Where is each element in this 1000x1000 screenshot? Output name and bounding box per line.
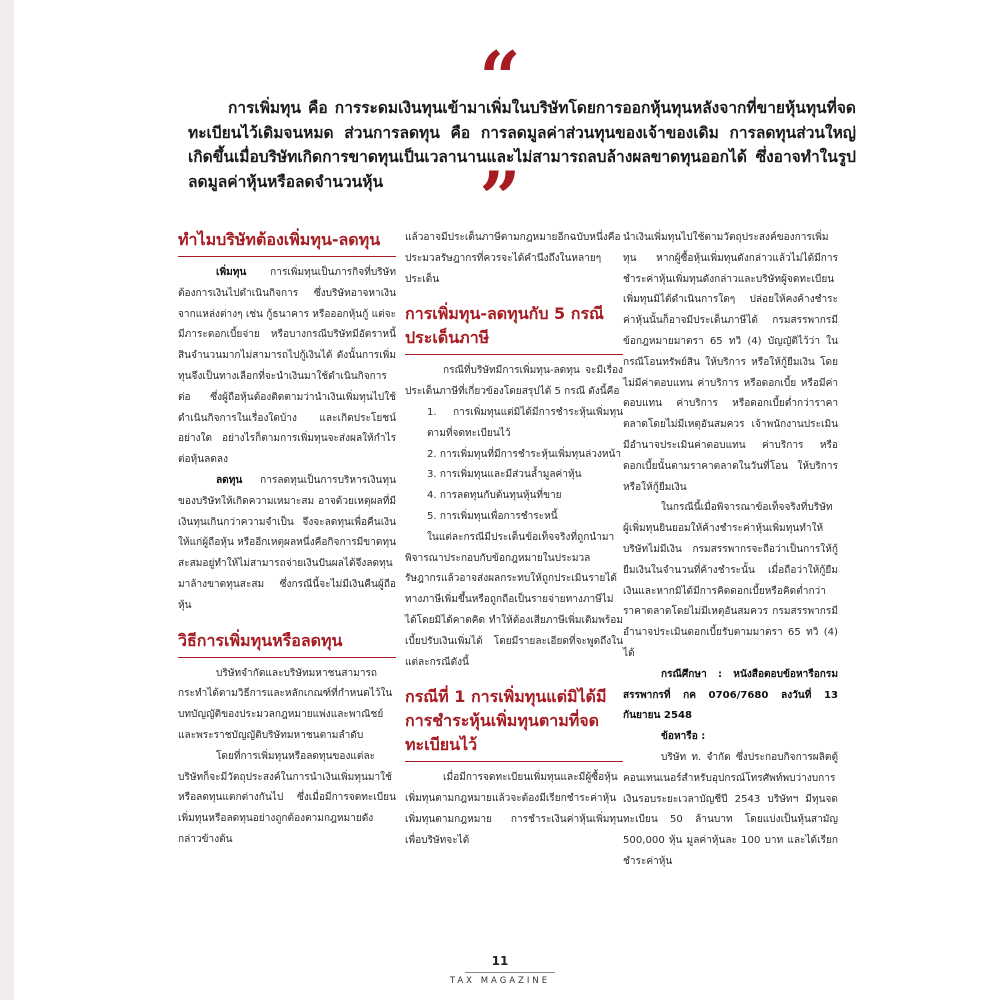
term-decrease-capital: ลดทุน — [216, 474, 243, 486]
footer-divider — [465, 972, 555, 973]
section-heading-five-cases: การเพิ่มทุน-ลดทุนกับ 5 กรณีประเด็นภาษี — [405, 302, 623, 355]
column-3 — [623, 228, 838, 873]
list-item: 1. การเพิ่มทุนแต่มิได้มีการชำระหุ้นเพิ่มทุนตามที่จดทะเบียนไว้ — [427, 406, 623, 439]
paragraph-methods: บริษัทจำกัดและบริษัทมหาชนสามารถกระทำได้ตามวิธีการและหลักเกณฑ์ที่กำหนดไว้ในบทบัญญัติของประมวลกฎหมายแพ่งและพาณิชย์และพระราชบัญญัติบริษัทมหาชนตามลำดับ — [178, 667, 393, 741]
term-increase-capital: เพิ่มทุน — [216, 267, 247, 278]
open-quote-mark: “ — [479, 35, 521, 120]
page-number: 11 — [491, 954, 509, 968]
paragraph-case-1: เมื่อมีการจดทะเบียนเพิ่มทุนและมีผู้ซื้อหุ้นเพิ่มทุนตามกฎหมายแล้วจะต้องมีเรียกชำระค่าหุ้นเพิ่มทุนตามกฎหมาย การชำระเงินค่าหุ้นเพิ่มทุนเพื่อบริษัทจะได้ — [405, 772, 623, 846]
paragraph-continued: แล้วอาจมีประเด็นภาษีตามกฎหมายอีกฉบับหนึ่งคือประมวลรัษฎากรที่ควรจะได้คำนึงถึงในหลายๆ ประเด็น — [405, 232, 621, 285]
list-item: 5. การเพิ่มทุนเพื่อการชำระหนี้ — [427, 510, 558, 522]
pull-quote-text: การเพิ่มทุน คือ การระดมเงินทุนเข้ามาเพิ่มในบริษัทโดยการออกหุ้นทุนหลังจากที่ขายหุ้นทุนที่จดทะเบียนไว้เดิมจนหมด ส่วนการลดทุน คือ การลดมูลค่าส่วนทุนของเจ้าของเดิม การลดทุนส่วนใหญ่เกิดขึ้นเมื่อบริษัทเกิดการขาดทุนเป็นเวลานานและไม่สามารถลบล้างผลขาดทุนออกได้ ซึ่งอาจทำในรูปลดมูลค่าหุ้นหรือลดจำนวนหุ้น — [188, 99, 856, 191]
section-heading-methods: วิธีการเพิ่มทุนหรือลดทุน — [178, 629, 396, 658]
section-heading-why: ทำไมบริษัทต้องเพิ่มทุน-ลดทุน — [178, 228, 396, 257]
column-2 — [405, 228, 623, 852]
close-quote-mark: ” — [479, 155, 521, 240]
paragraph-text: การลดทุนเป็นการบริหารเงินทุนของบริษัทให้เกิดความเหมาะสม อาจด้วยเหตุผลที่มีเงินทุนเกินกว่าความจำเป็น จึงจะลดทุนเพื่อคืนเงินให้แก่ผู้ถือหุ้น หรืออีกเหตุผลหนึ่งคือกิจการมีขาดทุนสะสมอยู่ทำให้ไม่สามารถจ่ายเงินปันผลได้จึงลดทุนมาล้างขาดทุนสะสม ซึ่งกรณีนี้จะไม่มีเงินคืนผู้ถือหุ้น — [178, 474, 396, 611]
paragraph-text: การเพิ่มทุนเป็นภารกิจที่บริษัทต้องการเงินไปดำเนินกิจการ ซึ่งบริษัทอาจหาเงินจากแหล่งต่างๆ เช่น กู้ธนาคาร หรือออกหุ้นกู้ แต่จะมีภาระดอกเบี้ยจ่าย หรือบางกรณีบริษัทมีอัตราหนี้สินจำนวนมากไม่สามารถไปกู้เงินได้ ดังนั้นการเพิ่มทุนจึงเป็นทางเลือกที่จะนำเงินมาใช้ดำเนินกิจการต่อ ซึ่งผู้ถือหุ้นต้องติดตามว่านำเงินเพิ่มทุนไปใช้ดำเนินกิจการในเรื่องใดบ้าง และเกิดประโยชน์อย่างใด อย่างไรก็ตามการเพิ่มทุนจะส่งผลให้กำไรต่อหุ้นลดลง — [178, 267, 396, 466]
paragraph-five-cases-intro: กรณีที่บริษัทมีการเพิ่มทุน-ลดทุน จะมีเรื่องประเด็นภาษีที่เกี่ยวข้องโดยสรุปได้ 5 กรณี ดังนี้คือ — [405, 365, 623, 398]
magazine-name: TAX MAGAZINE — [449, 976, 551, 986]
paragraph-increase-capital — [178, 263, 396, 471]
list-item: 2. การเพิ่มทุนที่มีการชำระหุ้นเพิ่มทุนล่วงหน้า — [427, 448, 622, 460]
column-1 — [178, 228, 396, 851]
case-study-heading: กรณีศึกษา : หนังสือตอบข้อหารือกรมสรรพากรที่ กค 0706/7680 ลงวันที่ 13 กันยายน 2548 — [623, 668, 838, 722]
list-item: 4. การลดทุนกับต้นทุนหุ้นที่ขาย — [427, 490, 562, 502]
list-item: 3. การเพิ่มทุนและมีส่วนล้ำมูลค่าหุ้น — [427, 469, 582, 481]
paragraph-tax-impact: ในแต่ละกรณีมีประเด็นข้อเท็จจริงที่ถูกนำมาพิจารณาประกอบกับข้อกฎหมายในประมวลรัษฎากรแล้วอาจส่งผลกระทบให้ถูกประเมินรายได้ทางภาษีเพิ่มขึ้นหรือถูกถือเป็นรายจ่ายทางภาษีไม่ได้โดยมิได้คาดคิด ทำให้ต้องเสียภาษีเพิ่มเติมพร้อมเบี้ยปรับเงินเพิ่มได้ โดยมีรายละเอียดที่จะพูดถึงในแต่ละกรณีดังนี้ — [405, 531, 623, 668]
paragraph-purpose: โดยที่การเพิ่มทุนหรือลดทุนของแต่ละบริษัทก็จะมีวัตถุประสงค์ในการนำเงินเพิ่มทุนมาใช้หรือลดทุนแตกต่างกันไป ซึ่งเมื่อมีการจดทะเบียนเพิ่มทุนหรือลดทุนอย่างถูกต้องตามกฎหมายดังกล่าวข้างต้น — [178, 750, 396, 845]
facts-heading: ข้อหารือ : — [661, 731, 706, 743]
page-edge-shade — [0, 0, 14, 1000]
paragraph-loan-interpretation: ในกรณีนี้เมื่อพิจารณาข้อเท็จจริงที่บริษัทผู้เพิ่มทุนยินยอมให้ค้างชำระค่าหุ้นเพิ่มทุนทำให้บริษัทไม่มีเงิน กรมสรรพากรจะถือว่าเป็นการให้กู้ยืมเงินในจำนวนที่ค้างชำระนั้น เมื่อถือว่าให้กู้ยืมเงินและหากมิได้มีการคิดดอกเบี้ยหรือคิดต่ำกว่าราคาตลาดโดยไม่มีเหตุอันสมควร กรมสรรพากรมีอำนาจประเมินดอกเบี้ยรับตามมาตรา 65 ทวิ (4) ได้ — [623, 502, 838, 659]
paragraph-decrease-capital — [178, 471, 396, 617]
paragraph-section-65: นำเงินเพิ่มทุนไปใช้ตามวัตถุประสงค์ของการเพิ่มทุน หากผู้ซื้อหุ้นเพิ่มทุนดังกล่าวแล้วไม่ได้มีการชำระค่าหุ้นเพิ่มทุนดังกล่าวและบริษัทผู้จดทะเบียนเพิ่มทุนมิได้ดำเนินการใดๆ ปล่อยให้คงค้างชำระค่าหุ้นนั้นก็อาจมีประเด็นภาษีได้ กรมสรรพากรมีข้อกฎหมายมาตรา 65 ทวิ (4) บัญญัติไว้ว่า ในกรณีโอนทรัพย์สิน ให้บริการ หรือให้กู้ยืมเงิน โดยไม่มีค่าตอบแทน ค่าบริการ หรือดอกเบี้ย หรือมีค่าตอบแทน ค่าบริการ หรือดอกเบี้ยต่ำกว่าราคาตลาดโดยไม่มีเหตุอันสมควร เจ้าพนักงานประเมินมีอำนาจประเมินค่าตอบแทน ค่าบริการ หรือดอกเบี้ยนั้นตามราคาตลาดในวันที่โอน ให้บริการ หรือให้กู้ยืมเงิน — [623, 232, 838, 493]
section-heading-case-1: กรณีที่ 1 การเพิ่มทุนแต่มิได้มีการชำระหุ้นเพิ่มทุนตามที่จดทะเบียนไว้ — [405, 685, 623, 762]
paragraph-case-facts: บริษัท ท. จำกัด ซึ่งประกอบกิจการผลิตตู้คอนเทนเนอร์สำหรับอุปกรณ์โทรศัพท์พบว่างบการเงินรอบระยะเวลาบัญชีปี 2543 บริษัทฯ มีทุนจดทะเบียน 50 ล้านบาท โดยแบ่งเป็นหุ้นสามัญ 500,000 หุ้น มูลค่าหุ้นละ 100 บาท และได้เรียกชำระค่าหุ้น — [623, 751, 838, 867]
